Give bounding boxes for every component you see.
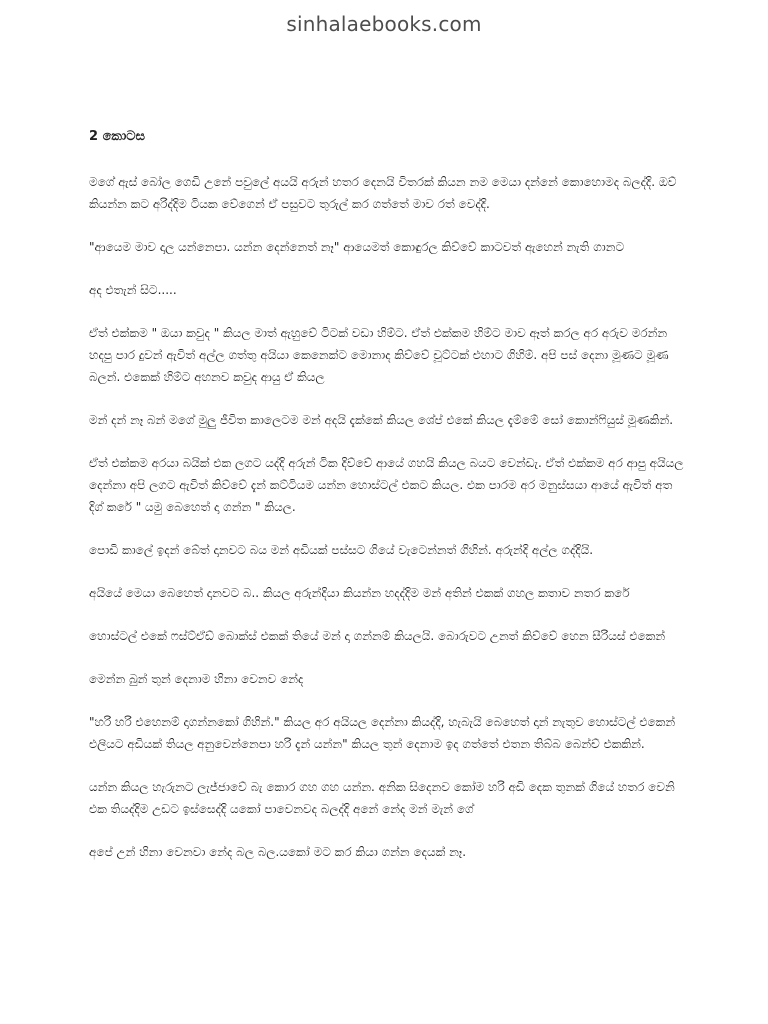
- paragraph: මගේ ඇස් බෝල ගෙඩි උනේ පවුලේ අයයි අරුන් හතර දෙනයි විතරක් කියන නම මෙයා දන්නේ කොහොමද බලද්දි. ඔව් කියන්න කට අරිද්දිම ටියක වේගෙන් ඒ පසුවට තුරුල් කර ගත්තේ මාව රත් වෙද්දි.: [89, 175, 677, 211]
- paragraph: අද එතැන් සිට.....: [89, 283, 177, 297]
- paragraph: මෙන්න බුන් තුන් දෙනාම හිනා වෙනව නේද: [89, 672, 304, 686]
- paragraph: "හරි හරි එහෙනම් දාගන්නකෝ ගිහින්." කියල අර අයියල දෙන්නා කියද්දි, හැබැයි බෙහෙත් දාන් නැතුව හොස්ටල් එකෙන් එලියට අඩියක් තියල අනුවෙන්නෙපා හරි දැන් යන්න" කියල තුන් දෙනාම ඉද ගත්තේ එතන තිබ්බ බෙන්ච් එකකින්.: [89, 715, 676, 751]
- paragraph: අයියේ මෙයා බෙහෙත් දානවට බ.. කියල අරුන්දියා කියන්න හදද්දිම මන් අතින් එකක් ගහල කතාව නතර කරේ: [89, 586, 630, 600]
- document-body: [89, 127, 689, 884]
- paragraph: "ආයෙම මාව දාල යන්නෙපා. යන්න දෙන්නෙත් නෑ" ආයෙමත් කොඳුරල කිව්වේ කාටවත් ඇහෙන් නැති ගානට: [89, 240, 625, 254]
- paragraph: ඒත් එක්කම " ඔයා කවුද " කියල මාත් ඇහුවේ ටිටක් වඩා හිම්ට. ඒත් එක්කම හිම්ට මාව ඈත් කරල අර අරුව මරන්න හදපු පාර දුවන් ඇවිත් අල්ල ගත්තු අයියා කෙනෙක්ට මොනාද කිව්වේ චූට්ටක් එහාට ගිහිම්. අපි පස් දෙනා මූණට මූණ බලන්. එකෙක් හිම්ට අහනව කවුද ආයු ඒ කියල: [89, 326, 669, 384]
- paragraph: මන් දන් නෑ බන් මගේ මුලු ජීවිත කාලෙටම මන් අදයි දැක්කේ කියල ශේප් එකේ කියල දැම්මේ සෝ කොන්ෆියුස් මූණකින්.: [89, 413, 674, 427]
- paragraph: යන්න කියල හැරුනට ලැජ්ජාවේ බැ කොර ගහ ගහ යන්න. අනික සිදෙනව කෝම හරි අඩි දෙක තුනක් ගියේ හතර වෙනි එක තියද්දිම උඩට ඉස්සෙද්දි යකෝ පාවෙනවද බලද්දි අනේ නේද මන් මැන් ගේ: [89, 780, 675, 816]
- paragraph: හොස්ටල් එකේ ෆස්ට්ඒඩ් බොක්ස් එකක් තියේ මන් දා ගන්නම් කියලයි. බොරුවට උනත් කිව්වේ හෙන සීරියස් එකෙන්: [89, 629, 666, 643]
- paragraph: පොඩි කාලේ ඉදන් බේත් දානවට බය මන් අඩියක් පස්සට ගියේ වැටෙන්නත් ගිහින්. අරුන්දි අල්ල ගද්දියි.: [89, 543, 594, 557]
- paragraph: අපේ උන් හිනා වෙනවා නේද බල බල.යකෝ මට කර කියා ගන්න දෙයක් නෑ.: [89, 845, 467, 859]
- chapter-title: 2 කොටස: [89, 129, 145, 144]
- paragraph: ඒත් එක්කම අරයා බයික් එක ලගට යද්දි අරුන් ටික දිව්වේ ආයේ ගහයි කියල බයට වෙන්ඩැ. ඒත් එක්කම අර ආපු අයියල දෙන්නා අපි ලගට ඇවිත් කිව්වේ දැන් කට්ටියම යන්න හොස්ටල් එකට කියල. එක පාරම අර මනුස්සයා ආයේ ඇවිත් අත දිග් කරේ " යමු බෙහෙත් දා ගන්න " කියල.: [89, 456, 684, 514]
- site-name-header: sinhalaebooks.com: [286, 12, 482, 36]
